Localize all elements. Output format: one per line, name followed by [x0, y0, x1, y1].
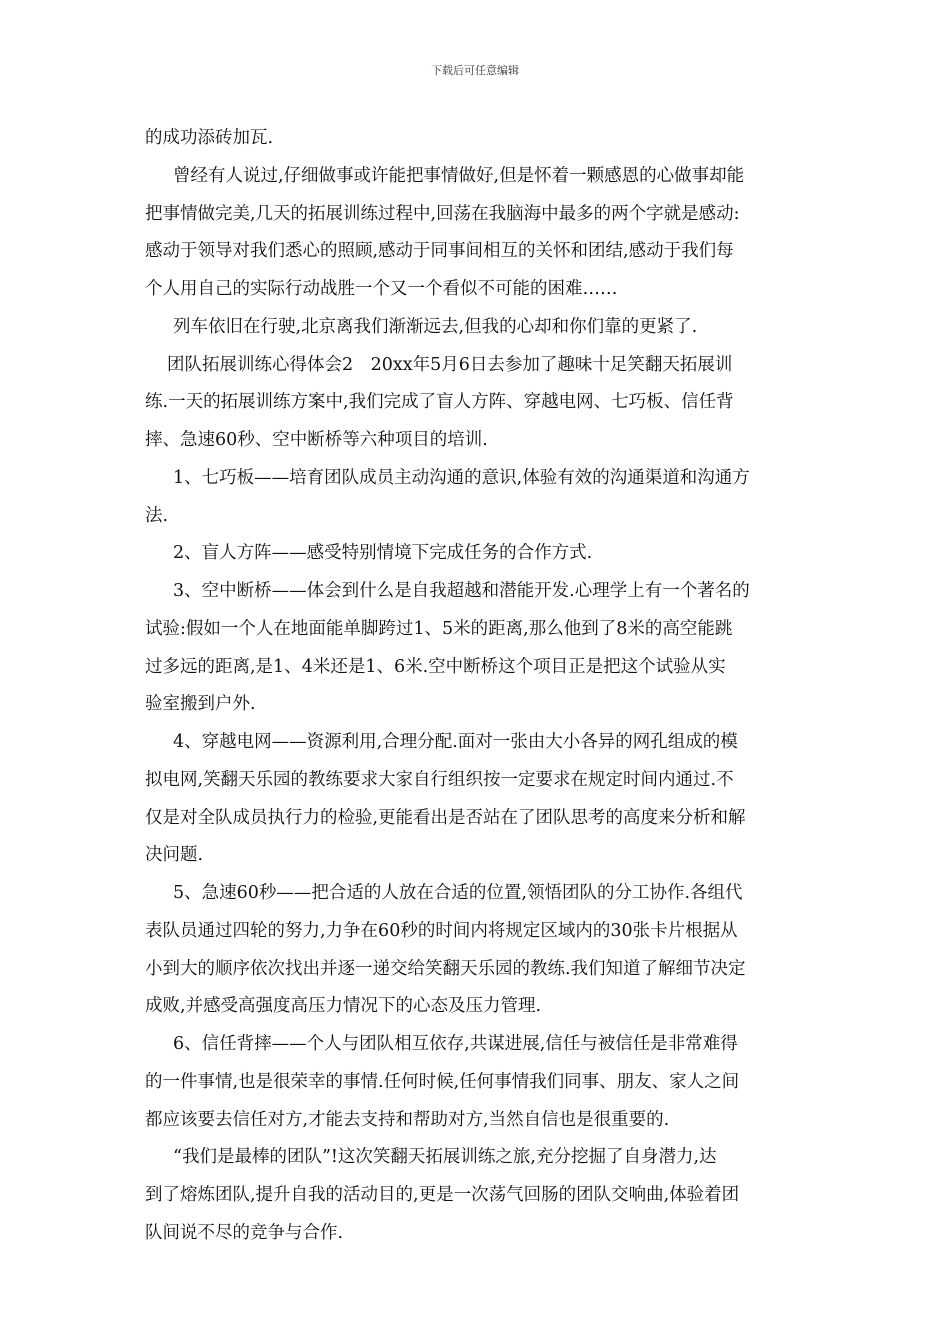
text-line: 的一件事情,也是很荣幸的事情.任何时候,任何事情我们同事、朋友、家人之间	[145, 1071, 740, 1092]
text-line: 6、信任背摔——个人与团队相互依存,共谋进展,信任与被信任是非常难得	[173, 1034, 738, 1054]
text-line: 感动于领导对我们悉心的照顾,感动于同事间相互的关怀和团结,感动于我们每	[145, 241, 734, 262]
text-line: 2、盲人方阵——感受特别情境下完成任务的合作方式.	[173, 543, 593, 564]
text-line: 验室搬到户外.	[145, 694, 256, 715]
text-line: 1、七巧板——培育团队成员主动沟通的意识,体验有效的沟通渠道和沟通方	[173, 467, 750, 488]
text-line: 的成功添砖加瓦.	[145, 128, 274, 148]
text-line: 队间说不尽的竞争与合作.	[145, 1222, 344, 1243]
text-line: 都应该要去信任对方,才能去支持和帮助对方,当然自信也是很重要的.	[145, 1109, 670, 1130]
document-body	[145, 120, 805, 1253]
text-line: 个人用自己的实际行动战胜一个又一个看似不可能的困难……	[145, 279, 618, 299]
text-line: 决问题.	[145, 845, 204, 866]
text-line: 小到大的顺序依次找出并逐一递交给笑翻天乐园的教练.我们知道了解细节决定	[145, 958, 746, 979]
text-line: 仅是对全队成员执行力的检验,更能看出是否站在了团队思考的高度来分析和解	[145, 807, 746, 828]
text-line: 3、空中断桥——体会到什么是自我超越和潜能开发.心理学上有一个著名的	[173, 581, 750, 601]
text-line: 把事情做完美,几天的拓展训练过程中,回荡在我脑海中最多的两个字就是感动:	[145, 203, 740, 224]
text-line: 摔、急速60秒、空中断桥等六种项目的培训.	[145, 430, 488, 450]
text-line: 5、急速60秒——把合适的人放在合适的位置,领悟团队的分工协作.各组代	[173, 883, 743, 903]
text-line: 4、穿越电网——资源利用,合理分配.面对一张由大小各异的网孔组成的模	[173, 732, 738, 752]
text-line: 曾经有人说过,仔细做事或许能把事情做好,但是怀着一颗感恩的心做事却能	[173, 165, 745, 186]
text-line: 过多远的距离,是1、4米还是1、6米.空中断桥这个项目正是把这个试验从实	[145, 656, 726, 677]
page-header: 下载后可任意编辑	[431, 64, 519, 77]
text-line: 到了熔炼团队,提升自我的活动目的,更是一次荡气回肠的团队交响曲,体验着团	[145, 1185, 740, 1205]
text-line: 试验:假如一个人在地面能单脚跨过1、5米的距离,那么他到了8米的高空能跳	[145, 618, 733, 639]
text-line: 表队员通过四轮的努力,力争在60秒的时间内将规定区域内的30张卡片根据从	[145, 920, 738, 941]
text-line: 团队拓展训练心得体会2 20xx年5月6日去参加了趣味十足笑翻天拓展训	[167, 354, 733, 375]
text-line: “我们是最棒的团队”!这次笑翻天拓展训练之旅,充分挖掘了自身潜力,达	[173, 1147, 717, 1168]
text-line: 拟电网,笑翻天乐园的教练要求大家自行组织按一定要求在规定时间内通过.不	[145, 769, 734, 790]
text-line: 成败,并感受高强度高压力情况下的心态及压力管理.	[145, 996, 542, 1017]
text-line: 练.一天的拓展训练方案中,我们完成了盲人方阵、穿越电网、七巧板、信任背	[145, 392, 734, 413]
text-line: 列车依旧在行驶,北京离我们渐渐远去,但我的心却和你们靠的更紧了.	[173, 316, 698, 337]
text-line: 法.	[145, 505, 169, 526]
